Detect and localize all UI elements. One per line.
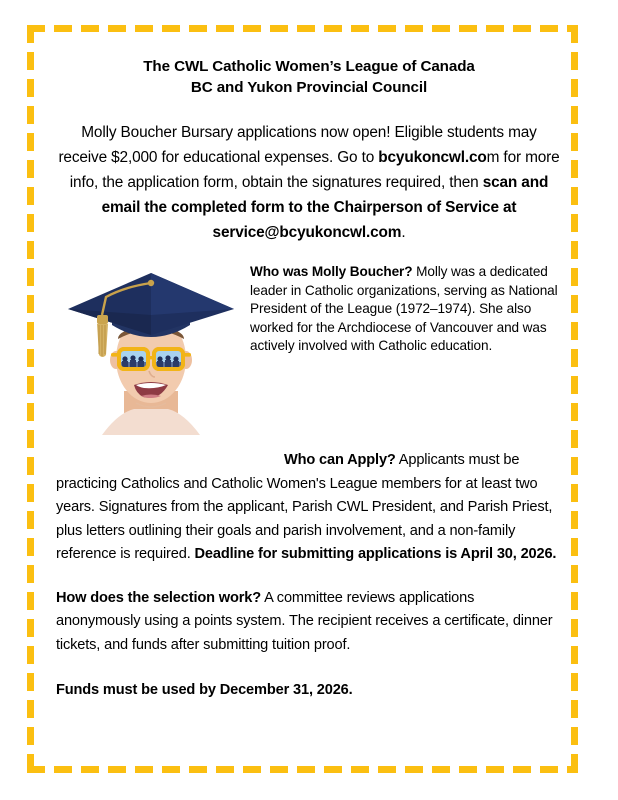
- intro-text-part-3: .: [401, 224, 406, 241]
- funds-usage-note: Funds must be used by December 31, 2026.: [56, 682, 353, 698]
- selection-paragraph: [56, 587, 562, 658]
- flyer-content: [56, 56, 562, 703]
- intro-paragraph: [56, 120, 562, 245]
- organization-title: [56, 56, 562, 98]
- apply-heading: Who can Apply?: [284, 452, 396, 468]
- intro-text-part-1: Molly Boucher Bursary applications now open! Eligible students may receive $2,000 for educational expenses. Go to: [58, 124, 537, 166]
- apply-deadline: Deadline for submitting applications is April 30, 2026.: [194, 546, 557, 562]
- selection-body: A committee reviews applications anonymously using a points system. The recipient receives a certificate, dinner tickets, and funds after submitting tuition proof.: [56, 589, 553, 653]
- website-link[interactable]: bcyukoncwl.co: [378, 149, 487, 166]
- border-bottom: [27, 766, 578, 773]
- graduate-photo-illustration: [62, 263, 240, 435]
- graduate-photo: [62, 263, 240, 435]
- organization-title-line-1: The CWL Catholic Women’s League of Canada: [143, 58, 475, 75]
- apply-paragraph: [56, 449, 562, 567]
- submission-instruction: scan and email the completed form to the Chairperson of Service at service@bcyukoncwl.com: [101, 174, 549, 241]
- molly-bio-body: Molly was a dedicated leader in Catholic organizations, serving as National President of the League (1972–1974). She also worked for the Archdiocese of Vancouver and was actively involved with Catholic education.: [250, 264, 558, 354]
- apply-heading-spacer: [56, 452, 284, 468]
- photo-and-bio-row: [56, 263, 562, 435]
- border-top: [27, 25, 578, 32]
- border-left: [27, 25, 34, 773]
- border-right: [571, 25, 578, 773]
- apply-body: Applicants must be practicing Catholics and Catholic Women's League members for at least two years. Signatures from the applicant, Parish CWL President, and Parish Priest, plus letters outlining their goals and parish involvement, and a non-family reference is required.: [56, 452, 553, 562]
- organization-title-line-2: BC and Yukon Provincial Council: [190, 79, 428, 96]
- intro-text-part-2: m for more info, the application form, obtain the signatures required, then: [69, 149, 560, 191]
- molly-bio-heading: Who was Molly Boucher?: [250, 264, 413, 279]
- selection-heading: How does the selection work?: [56, 589, 262, 606]
